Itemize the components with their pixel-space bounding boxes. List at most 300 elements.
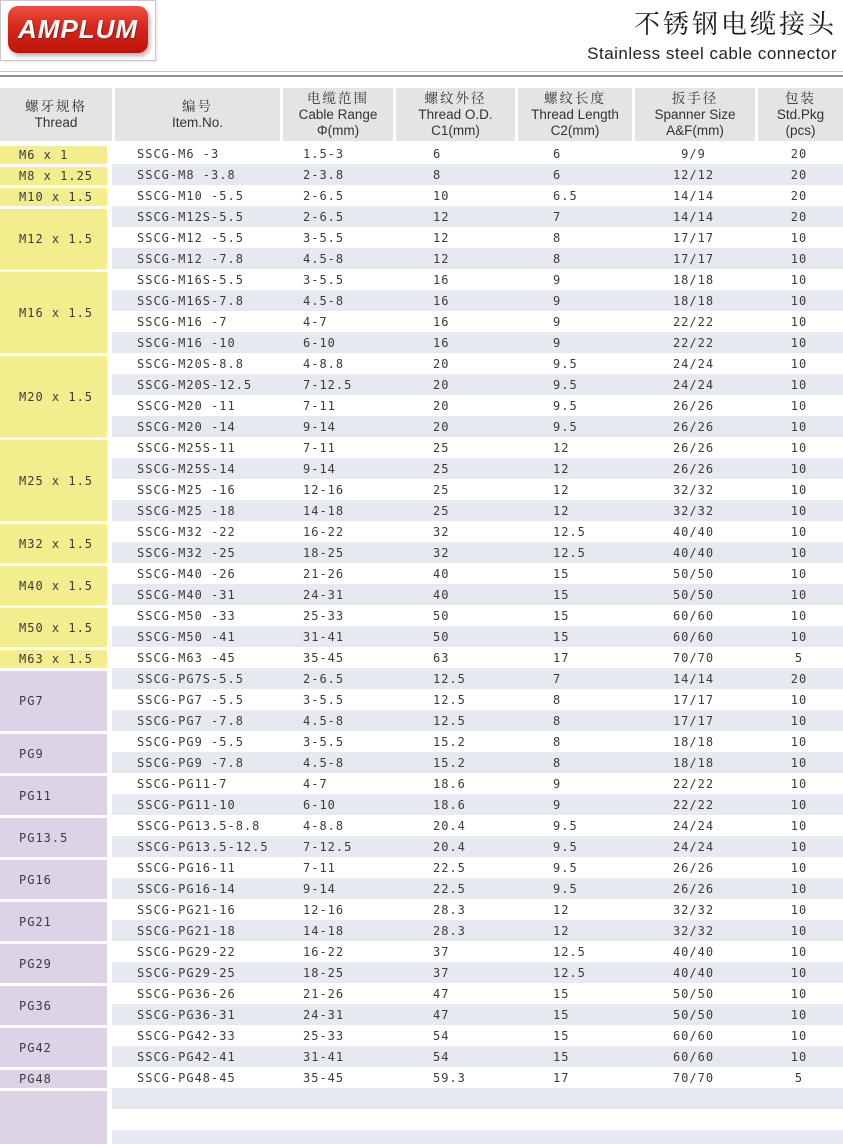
thread-group-cell: PG16 <box>0 857 112 899</box>
od-cell: 50 <box>433 608 450 623</box>
table-row <box>0 962 843 983</box>
len-cell: 15 <box>515 584 632 605</box>
range-cell: 35-45 <box>303 1070 345 1085</box>
pkg-cell: 10 <box>790 986 808 1001</box>
range-cell: 4.5-8 <box>280 710 393 731</box>
pkg-cell: 10 <box>755 290 843 311</box>
range-cell: 16-22 <box>303 944 345 959</box>
col-header-thread-length-zh: 螺纹长度 <box>544 90 606 106</box>
item-cell: SSCG-PG11-10 <box>112 794 280 815</box>
empty-cell <box>112 1088 280 1109</box>
empty-cell <box>280 1088 393 1109</box>
header-row <box>0 88 843 143</box>
col-header-thread-en: Thread <box>34 114 78 130</box>
empty-cell <box>112 1109 280 1130</box>
range-cell: 3-5.5 <box>303 230 345 245</box>
item-cell: SSCG-M25S-14 <box>112 458 280 479</box>
od-cell: 22.5 <box>393 878 515 899</box>
col-header-std-pkg <box>755 88 843 143</box>
od-cell: 16 <box>433 314 450 329</box>
thread-group-cell: M16 x 1.5 <box>0 269 112 353</box>
table-row <box>0 710 843 731</box>
logo-frame <box>0 0 156 61</box>
spanner-cell: 14/14 <box>672 188 715 203</box>
item-cell: SSCG-M20S-12.5 <box>112 374 280 395</box>
od-cell: 37 <box>433 944 450 959</box>
range-cell: 16-22 <box>303 524 345 539</box>
od-cell: 47 <box>433 986 450 1001</box>
table-row <box>0 500 843 521</box>
pkg-cell: 10 <box>790 566 808 581</box>
spanner-cell: 14/14 <box>632 206 755 227</box>
item-cell: SSCG-PG7S-5.5 <box>112 668 280 689</box>
page-title-block <box>587 4 837 64</box>
len-cell: 9 <box>553 776 562 791</box>
col-header-spanner-size <box>632 88 755 143</box>
item-cell: SSCG-PG13.5-12.5 <box>112 836 280 857</box>
spanner-cell: 60/60 <box>632 626 755 647</box>
spanner-cell: 40/40 <box>672 944 715 959</box>
len-cell: 6 <box>553 146 562 161</box>
item-cell: SSCG-PG9 -7.8 <box>112 752 280 773</box>
spanner-cell: 17/17 <box>632 710 755 731</box>
pkg-cell: 10 <box>790 272 808 287</box>
pkg-cell: 10 <box>755 752 843 773</box>
col-header-cable-range-en: Cable Range <box>298 106 378 122</box>
od-cell: 54 <box>393 1046 515 1067</box>
spanner-cell: 9/9 <box>681 146 706 161</box>
item-cell: SSCG-PG29-25 <box>112 962 280 983</box>
thread-group-cell: M32 x 1.5 <box>0 521 112 563</box>
pkg-cell: 10 <box>790 230 808 245</box>
table-row <box>0 1046 843 1067</box>
thread-group-cell: M12 x 1.5 <box>0 206 112 269</box>
od-cell: 20.4 <box>393 836 515 857</box>
item-cell: SSCG-PG36-26 <box>137 986 236 1001</box>
len-cell: 9.5 <box>515 878 632 899</box>
table-row <box>0 836 843 857</box>
od-cell: 40 <box>393 584 515 605</box>
len-cell: 9.5 <box>515 836 632 857</box>
table-row <box>0 794 843 815</box>
col-header-cable-range-sub: Φ(mm) <box>316 122 360 138</box>
range-cell: 25-33 <box>303 608 345 623</box>
col-header-item-no-en: Item.No. <box>171 114 223 130</box>
range-cell: 4.5-8 <box>280 290 393 311</box>
item-cell: SSCG-M8 -3.8 <box>112 164 280 185</box>
spanner-cell: 50/50 <box>632 1004 755 1025</box>
range-cell: 24-31 <box>280 584 393 605</box>
pkg-cell: 10 <box>790 608 808 623</box>
pkg-cell: 10 <box>755 920 843 941</box>
empty-row <box>0 1130 843 1144</box>
table-row <box>0 395 843 416</box>
od-cell: 12.5 <box>393 710 515 731</box>
table-row <box>0 416 843 437</box>
spanner-cell: 26/26 <box>632 458 755 479</box>
empty-row <box>0 1088 843 1109</box>
len-cell: 17 <box>553 1070 570 1085</box>
table-row <box>0 752 843 773</box>
len-cell: 15 <box>553 1028 570 1043</box>
od-cell: 22.5 <box>433 860 466 875</box>
item-cell: SSCG-M16 -7 <box>137 314 228 329</box>
od-cell: 12.5 <box>393 668 515 689</box>
len-cell: 8 <box>515 710 632 731</box>
od-cell: 15.2 <box>393 752 515 773</box>
spec-table-body <box>0 143 843 1144</box>
pkg-cell: 10 <box>755 374 843 395</box>
item-cell: SSCG-M25 -18 <box>112 500 280 521</box>
empty-cell <box>280 1109 393 1130</box>
pkg-cell: 20 <box>790 146 808 161</box>
range-cell: 4-8.8 <box>303 356 345 371</box>
item-cell: SSCG-PG21-16 <box>137 902 236 917</box>
od-cell: 12 <box>393 248 515 269</box>
table-row <box>0 374 843 395</box>
spanner-cell: 50/50 <box>632 584 755 605</box>
range-cell: 18-25 <box>280 962 393 983</box>
len-cell: 12.5 <box>515 962 632 983</box>
pkg-cell: 10 <box>755 332 843 353</box>
spec-table-container <box>0 88 843 1144</box>
od-cell: 20 <box>393 416 515 437</box>
brand-logo-text: AMPLUM <box>17 14 139 44</box>
table-row <box>0 332 843 353</box>
range-cell: 9-14 <box>280 458 393 479</box>
pkg-cell: 10 <box>790 440 808 455</box>
len-cell: 9 <box>553 272 562 287</box>
range-cell: 31-41 <box>280 626 393 647</box>
od-cell: 20 <box>433 356 450 371</box>
table-row <box>0 458 843 479</box>
range-cell: 7-11 <box>303 860 336 875</box>
table-row <box>0 311 843 332</box>
spanner-cell: 26/26 <box>632 416 755 437</box>
table-row <box>0 521 843 542</box>
range-cell: 18-25 <box>280 542 393 563</box>
od-cell: 12.5 <box>433 692 466 707</box>
pkg-cell: 10 <box>790 692 808 707</box>
range-cell: 21-26 <box>303 986 345 1001</box>
len-cell: 7 <box>515 668 632 689</box>
od-cell: 47 <box>393 1004 515 1025</box>
table-row <box>0 290 843 311</box>
item-cell: SSCG-M25S-11 <box>137 440 236 455</box>
table-row <box>0 437 843 458</box>
spanner-cell: 22/22 <box>632 332 755 353</box>
pkg-cell: 10 <box>790 944 808 959</box>
len-cell: 12 <box>553 482 570 497</box>
spanner-cell: 32/32 <box>672 482 715 497</box>
range-cell: 4-8.8 <box>303 818 345 833</box>
spanner-cell: 40/40 <box>672 524 715 539</box>
empty-cell <box>393 1088 515 1109</box>
range-cell: 7-12.5 <box>280 836 393 857</box>
od-cell: 37 <box>393 962 515 983</box>
table-row <box>0 563 843 584</box>
thread-group-cell: M50 x 1.5 <box>0 605 112 647</box>
item-cell: SSCG-M12 -7.8 <box>112 248 280 269</box>
od-cell: 28.3 <box>393 920 515 941</box>
pkg-cell: 10 <box>790 734 808 749</box>
item-cell: SSCG-PG16-14 <box>112 878 280 899</box>
len-cell: 9.5 <box>553 860 578 875</box>
range-cell: 7-12.5 <box>280 374 393 395</box>
thread-group-cell: M63 x 1.5 <box>0 647 112 668</box>
od-cell: 16 <box>393 332 515 353</box>
col-header-spanner-size-sub: A&F(mm) <box>666 122 724 138</box>
range-cell: 6-10 <box>280 794 393 815</box>
table-row <box>0 584 843 605</box>
pkg-cell: 10 <box>755 962 843 983</box>
len-cell: 12.5 <box>553 524 586 539</box>
len-cell: 15 <box>553 566 570 581</box>
spanner-cell: 60/60 <box>672 608 715 623</box>
item-cell: SSCG-PG7 -5.5 <box>137 692 244 707</box>
table-row <box>0 164 843 185</box>
empty-cell <box>755 1130 843 1144</box>
pkg-cell: 20 <box>755 668 843 689</box>
spanner-cell: 17/17 <box>672 692 715 707</box>
spanner-cell: 14/14 <box>632 668 755 689</box>
pkg-cell: 20 <box>755 206 843 227</box>
od-cell: 16 <box>393 290 515 311</box>
item-cell: SSCG-PG42-33 <box>137 1028 236 1043</box>
pkg-cell: 10 <box>790 902 808 917</box>
table-row <box>0 899 843 920</box>
len-cell: 8 <box>553 230 562 245</box>
spanner-cell: 26/26 <box>672 860 715 875</box>
pkg-cell: 10 <box>755 878 843 899</box>
thread-group-cell: PG29 <box>0 941 112 983</box>
spanner-cell: 18/18 <box>672 272 715 287</box>
od-cell: 32 <box>393 542 515 563</box>
thread-group-cell: PG48 <box>0 1067 112 1088</box>
item-cell: SSCG-M20S-8.8 <box>137 356 244 371</box>
od-cell: 20 <box>393 374 515 395</box>
len-cell: 9 <box>515 290 632 311</box>
table-row <box>0 1067 843 1088</box>
item-cell: SSCG-M32 -22 <box>137 524 236 539</box>
thread-group-cell: M8 x 1.25 <box>0 164 112 185</box>
spanner-cell: 26/26 <box>672 440 715 455</box>
item-cell: SSCG-M63 -45 <box>137 650 236 665</box>
item-cell: SSCG-M20 -11 <box>137 398 236 413</box>
range-cell: 31-41 <box>280 1046 393 1067</box>
table-row <box>0 542 843 563</box>
item-cell: SSCG-M25 -16 <box>137 482 236 497</box>
item-cell: SSCG-PG36-31 <box>112 1004 280 1025</box>
od-cell: 18.6 <box>393 794 515 815</box>
col-header-std-pkg-en: Std.Pkg <box>776 106 825 122</box>
range-cell: 7-11 <box>303 398 336 413</box>
od-cell: 18.6 <box>433 776 466 791</box>
table-row <box>0 227 843 248</box>
pkg-cell: 10 <box>755 416 843 437</box>
spanner-cell: 40/40 <box>632 542 755 563</box>
range-cell: 3-5.5 <box>303 734 345 749</box>
len-cell: 8 <box>553 734 562 749</box>
spec-table-header <box>0 88 843 143</box>
spanner-cell: 50/50 <box>672 986 715 1001</box>
spanner-cell: 22/22 <box>632 794 755 815</box>
pkg-cell: 10 <box>755 1004 843 1025</box>
range-cell: 7-11 <box>303 440 336 455</box>
range-cell: 2-6.5 <box>280 206 393 227</box>
od-cell: 12 <box>433 230 450 245</box>
spanner-cell: 17/17 <box>632 248 755 269</box>
thread-group-cell: PG7 <box>0 668 112 731</box>
pkg-cell: 10 <box>790 314 808 329</box>
empty-cell <box>755 1088 843 1109</box>
range-cell: 25-33 <box>303 1028 345 1043</box>
empty-cell <box>515 1109 632 1130</box>
item-cell: SSCG-M20 -14 <box>112 416 280 437</box>
len-cell: 9.5 <box>553 356 578 371</box>
col-header-spanner-size-en: Spanner Size <box>654 106 736 122</box>
len-cell: 12.5 <box>553 944 586 959</box>
item-cell: SSCG-M50 -33 <box>137 608 236 623</box>
spanner-cell: 26/26 <box>632 878 755 899</box>
spanner-cell: 18/18 <box>632 290 755 311</box>
thread-group-cell: PG36 <box>0 983 112 1025</box>
pkg-cell: 10 <box>790 356 808 371</box>
page-title-en: Stainless steel cable connector <box>587 44 837 63</box>
spanner-cell: 18/18 <box>672 734 715 749</box>
pkg-cell: 10 <box>755 794 843 815</box>
item-cell: SSCG-PG7 -7.8 <box>112 710 280 731</box>
col-header-cable-range <box>280 88 393 143</box>
col-header-cable-range-zh: 电缆范围 <box>307 90 369 106</box>
len-cell: 6.5 <box>553 188 578 203</box>
range-cell: 4-7 <box>303 314 328 329</box>
spanner-cell: 32/32 <box>672 902 715 917</box>
pkg-cell: 5 <box>794 1070 804 1085</box>
table-row <box>0 479 843 500</box>
spanner-cell: 24/24 <box>632 374 755 395</box>
col-header-item-no <box>112 88 280 143</box>
od-cell: 59.3 <box>433 1070 466 1085</box>
pkg-cell: 10 <box>755 626 843 647</box>
od-cell: 54 <box>433 1028 450 1043</box>
od-cell: 28.3 <box>433 902 466 917</box>
thread-group-cell: M25 x 1.5 <box>0 437 112 521</box>
od-cell: 6 <box>433 146 442 161</box>
pkg-cell: 10 <box>755 1046 843 1067</box>
spanner-cell: 18/18 <box>632 752 755 773</box>
table-row <box>0 773 843 794</box>
len-cell: 12 <box>553 440 570 455</box>
item-cell: SSCG-M6 -3 <box>137 146 220 161</box>
table-row <box>0 857 843 878</box>
pkg-cell: 10 <box>755 248 843 269</box>
thread-group-cell: M10 x 1.5 <box>0 185 112 206</box>
thread-group-cell: PG13.5 <box>0 815 112 857</box>
od-cell: 63 <box>433 650 450 665</box>
item-cell: SSCG-M16S-5.5 <box>137 272 244 287</box>
range-cell: 21-26 <box>303 566 345 581</box>
table-row <box>0 983 843 1004</box>
spec-table <box>0 88 843 1144</box>
spanner-cell: 50/50 <box>672 566 715 581</box>
item-cell: SSCG-PG29-22 <box>137 944 236 959</box>
col-header-thread-od <box>393 88 515 143</box>
item-cell: SSCG-M16 -10 <box>112 332 280 353</box>
col-header-item-no-zh: 编号 <box>182 98 213 114</box>
range-cell: 2-6.5 <box>303 188 345 203</box>
range-cell: 4-7 <box>303 776 328 791</box>
range-cell: 3-5.5 <box>303 692 345 707</box>
table-row <box>0 815 843 836</box>
table-row <box>0 248 843 269</box>
od-cell: 25 <box>393 500 515 521</box>
table-row <box>0 185 843 206</box>
len-cell: 9.5 <box>515 374 632 395</box>
col-header-thread-od-zh: 螺纹外径 <box>424 90 487 106</box>
spanner-cell: 26/26 <box>672 398 715 413</box>
item-cell: SSCG-PG21-18 <box>112 920 280 941</box>
range-cell: 12-16 <box>303 902 345 917</box>
range-cell: 3-5.5 <box>303 272 345 287</box>
table-row <box>0 605 843 626</box>
empty-cell <box>755 1109 843 1130</box>
od-cell: 15.2 <box>433 734 466 749</box>
item-cell: SSCG-PG42-41 <box>112 1046 280 1067</box>
od-cell: 10 <box>433 188 450 203</box>
col-header-thread-length <box>515 88 632 143</box>
item-cell: SSCG-PG48-45 <box>137 1070 236 1085</box>
od-cell: 40 <box>433 566 450 581</box>
pkg-cell: 10 <box>755 584 843 605</box>
pkg-cell: 5 <box>794 650 804 665</box>
od-cell: 25 <box>393 458 515 479</box>
len-cell: 12 <box>553 902 570 917</box>
pkg-cell: 10 <box>790 776 808 791</box>
item-cell: SSCG-M16S-7.8 <box>112 290 280 311</box>
thread-group-cell: PG11 <box>0 773 112 815</box>
pkg-cell: 10 <box>755 500 843 521</box>
col-header-thread <box>0 88 112 143</box>
col-header-thread-od-sub: C1(mm) <box>431 122 480 138</box>
len-cell: 17 <box>553 650 570 665</box>
range-cell: 6-10 <box>280 332 393 353</box>
len-cell: 7 <box>515 206 632 227</box>
od-cell: 20 <box>433 398 450 413</box>
item-cell: SSCG-M12 -5.5 <box>137 230 244 245</box>
spanner-cell: 70/70 <box>672 650 715 665</box>
len-cell: 6 <box>515 164 632 185</box>
page-title-zh: 不锈钢电缆接头 <box>633 9 837 39</box>
empty-cell <box>393 1109 515 1130</box>
spanner-cell: 24/24 <box>632 836 755 857</box>
table-row <box>0 920 843 941</box>
range-cell: 14-18 <box>280 500 393 521</box>
len-cell: 15 <box>553 986 570 1001</box>
spanner-cell: 32/32 <box>632 500 755 521</box>
len-cell: 8 <box>515 248 632 269</box>
od-cell: 20.4 <box>433 818 466 833</box>
table-row <box>0 941 843 962</box>
spanner-cell: 17/17 <box>672 230 715 245</box>
pkg-cell: 10 <box>755 458 843 479</box>
empty-cell <box>632 1130 755 1144</box>
table-row <box>0 143 843 164</box>
item-cell: SSCG-M10 -5.5 <box>137 188 244 203</box>
len-cell: 8 <box>515 752 632 773</box>
len-cell: 9.5 <box>553 818 578 833</box>
pkg-cell: 10 <box>755 836 843 857</box>
